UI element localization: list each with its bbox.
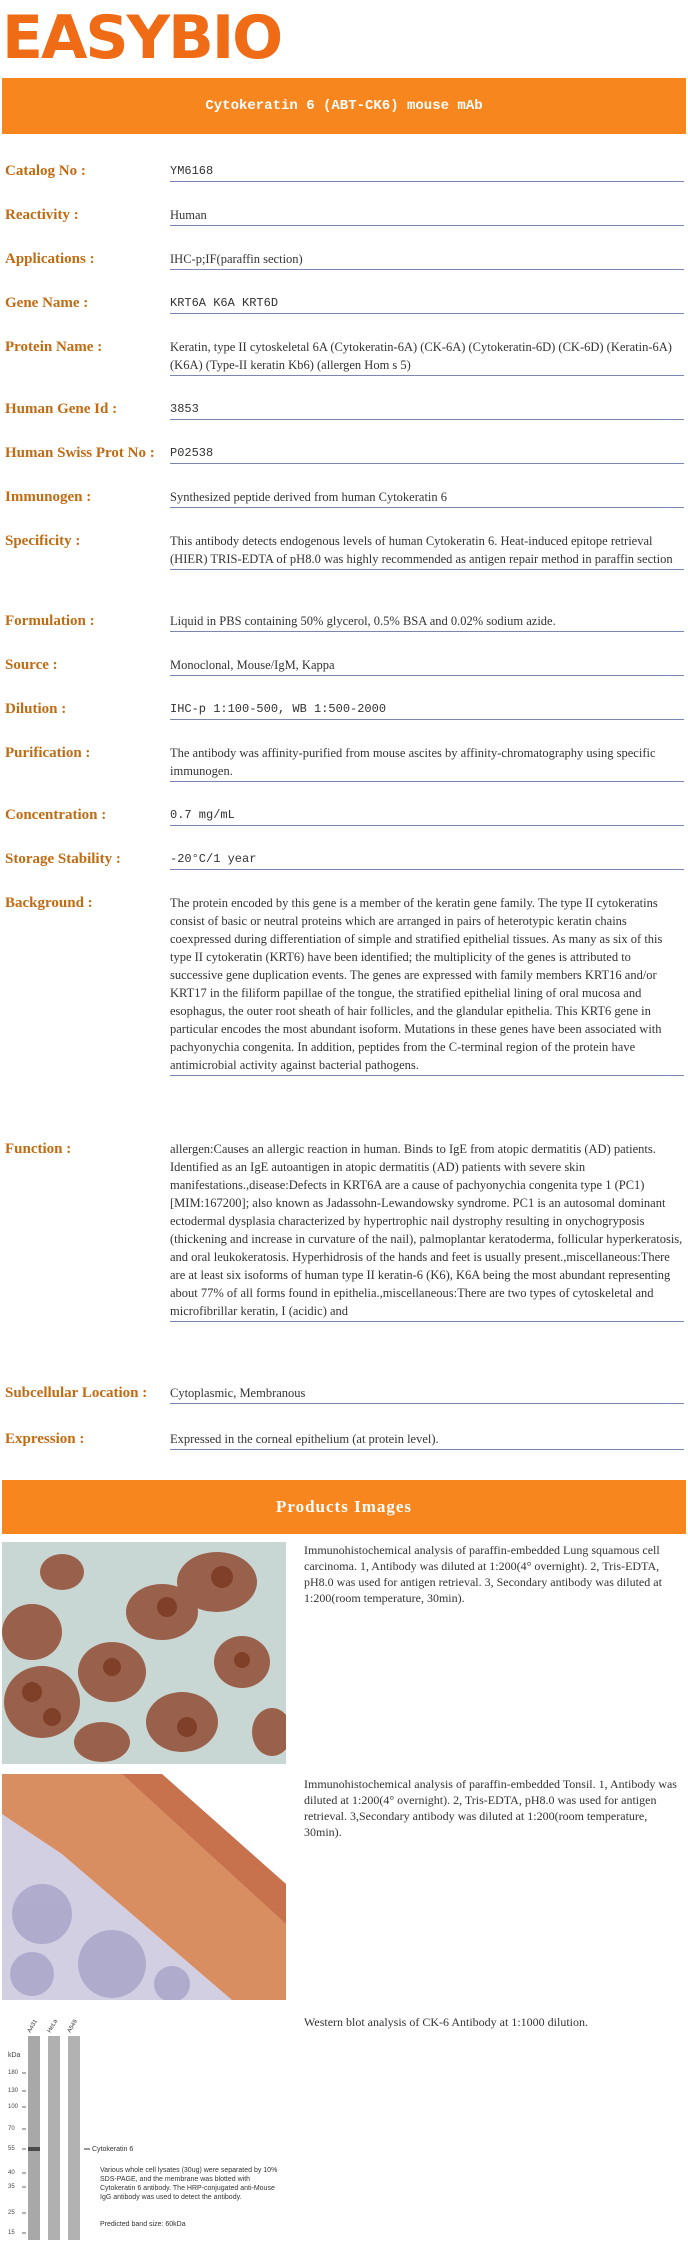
- brand-logo: [2, 3, 282, 73]
- specificity-value: This antibody detects endogenous levels of human Cytokeratin 6. Heat-induced epitope retrieval (HIER) TRIS-EDTA of pH8.0 was highly recommended as antigen repair method in paraffin section: [170, 532, 684, 570]
- wb-marker-35: 35: [8, 2184, 15, 2190]
- subcellular-value: Cytoplasmic, Membranous: [170, 1384, 684, 1404]
- wb-marker-180: 180: [8, 2070, 19, 2076]
- western-blot-image: [2, 2014, 286, 2242]
- formulation-value: Liquid in PBS containing 50% glycerol, 0.5% BSA and 0.02% sodium azide.: [170, 612, 684, 632]
- wb-marker-70: 70: [8, 2126, 15, 2132]
- wb-marker-40: 40: [8, 2170, 15, 2176]
- subcellular-label: Subcellular Location :: [5, 1385, 148, 1401]
- dilution-value: IHC-p 1:100-500, WB 1:500-2000: [170, 700, 684, 720]
- wb-marker-55: 55: [8, 2146, 15, 2152]
- swiss-prot-label: Human Swiss Prot No :: [5, 445, 155, 461]
- wb-note: Various whole cell lysates (30ug) were separated by 10% SDS-PAGE, and the membrane was blotted with Cytokeratin 6 antibody. The HRP-conjugated anti-Mouse IgG antibody was used to detect the antibody.: [100, 2167, 278, 2201]
- expression-label: Expression :: [5, 1431, 85, 1447]
- source-value: Monoclonal, Mouse/IgM, Kappa: [170, 656, 684, 676]
- logo-text: EASYBIO: [2, 3, 282, 73]
- protein-name-label: Protein Name :: [5, 339, 103, 355]
- products-images-title: Products Images: [275, 1497, 413, 1516]
- wb-marker-100: 100: [8, 2104, 19, 2110]
- specificity-label: Specificity :: [5, 533, 81, 549]
- products-images-bar: [2, 1480, 686, 1534]
- source-label: Source :: [5, 657, 58, 673]
- protein-name-value: Keratin, type II cytoskeletal 6A (Cytokeratin-6A) (CK-6A) (Cytokeratin-6D) (CK-6D) (Keratin-6A) (K6A) (Type-II keratin Kb6) (allergen Hom s 5): [170, 338, 684, 376]
- wb-lane-a549: A549: [66, 2018, 80, 2034]
- ihc-lung-image: [2, 1542, 286, 1764]
- product-title-bar: [2, 78, 686, 134]
- catalog-value: YM6168: [170, 162, 684, 182]
- ihc-tonsil-caption: Immunohistochemical analysis of paraffin-embedded Tonsil. 1, Antibody was diluted at 1:200(4° overnight). 2, Tris-EDTA, pH8.0 was used for antigen retrieval. 3,Secondary antibody was diluted at 1:200(room temperature, 30min).: [304, 1777, 677, 1839]
- wb-band-label: Cytokeratin 6: [92, 2146, 134, 2153]
- wb-marker-130: 130: [8, 2088, 19, 2094]
- reactivity-value: Human: [170, 206, 684, 226]
- ihc-tonsil-svg: [2, 1774, 286, 2000]
- reactivity-label: Reactivity :: [5, 207, 79, 223]
- wb-lane-hela: HeLa: [46, 2018, 60, 2034]
- gene-name-label: Gene Name :: [5, 295, 89, 311]
- applications-value: IHC-p;IF(paraffin section): [170, 250, 684, 270]
- function-label: Function :: [5, 1141, 72, 1157]
- human-gene-id-label: Human Gene Id :: [5, 401, 118, 417]
- western-blot-caption: Western blot analysis of CK-6 Antibody at 1:1000 dilution.: [304, 2015, 589, 2029]
- purification-value: The antibody was affinity-purified from mouse ascites by affinity-chromatography using specific immunogen.: [170, 744, 684, 782]
- applications-label: Applications :: [5, 251, 95, 267]
- wb-band-size: Predicted band size: 60kDa: [100, 2221, 186, 2228]
- wb-lane-a431: A431: [26, 2018, 40, 2034]
- immunogen-label: Immunogen :: [5, 489, 92, 505]
- ihc-lung-svg: [2, 1542, 286, 1764]
- formulation-label: Formulation :: [5, 613, 95, 629]
- concentration-label: Concentration :: [5, 807, 107, 823]
- dilution-label: Dilution :: [5, 701, 67, 717]
- ihc-tonsil-image: [2, 1774, 286, 2000]
- purification-label: Purification :: [5, 745, 91, 761]
- product-title: Cytokeratin 6 (ABT-CK6) mouse mAb: [205, 98, 483, 114]
- wb-kda-label: kDa: [8, 2052, 21, 2059]
- expression-value: Expressed in the corneal epithelium (at protein level).: [170, 1430, 684, 1450]
- wb-marker-15: 15: [8, 2230, 15, 2236]
- background-value: The protein encoded by this gene is a member of the keratin gene family. The type II cytokeratins consist of basic or neutral proteins which are arranged in pairs of heterotypic keratin chains coexpressed during differentiation of simple and stratified epithelial tissues. As many as six of this type II cytokeratin (KRT6) have been identified; the multiplicity of the genes is attributed to successive gene duplication events. The genes are expressed with family members KRT16 and/or KRT17 in the filiform papillae of the tongue, the stratified epithelial lining of oral mucosa and esophagus, the outer root sheath of hair follicles, and the glandular epithelia. This KRT6 gene in particular encodes the most abundant isoform. Mutations in these genes have been associated with pachyonychia congenita. In addition, peptides from the C-terminal region of the protein have antimicrobial activity against bacterial pathogens.: [170, 894, 684, 1076]
- wb-marker-25: 25: [8, 2210, 15, 2216]
- gene-name-value: KRT6A K6A KRT6D: [170, 294, 684, 314]
- function-value: allergen:Causes an allergic reaction in human. Binds to IgE from atopic dermatitis (AD) patients. Identified as an IgE autoantigen in atopic dermatitis (AD) patients with severe skin manifestations.,disease:Defects in KRT6A are a cause of pachyonychia congenita type 1 (PC1) [MIM:167200]; also known as Jadassohn-Lewandowsky syndrome. PC1 is an autosomal dominant ectodermal dysplasia characterized by hypertrophic nail dystrophy resulting in onychogryposis (thickening and increase in curvature of the nail), palmoplantar keratoderma, follicular hyperkeratosis, and oral leukokeratosis. Hyperhidrosis of the hands and feet is usually present.,miscellaneous:There are at least six isoforms of human type II keratin-6 (K6), K6A being the most abundant representing about 77% of all forms found in epithelia.,miscellaneous:There are two types of cytoskeletal and microfibrillar keratin, I (acidic) and: [170, 1140, 684, 1322]
- background-label: Background :: [5, 895, 93, 911]
- human-gene-id-value: 3853: [170, 400, 684, 420]
- immunogen-value: Synthesized peptide derived from human Cytokeratin 6: [170, 488, 684, 508]
- ihc-lung-caption: Immunohistochemical analysis of paraffin-embedded Lung squamous cell carcinoma. 1, Antibody was diluted at 1:200(4° overnight). 2, Tris-EDTA, pH8.0 was used for antigen retrieval. 3, Secondary antibody was diluted at 1:200(room temperature, 30min).: [304, 1543, 662, 1605]
- concentration-value: 0.7 mg/mL: [170, 806, 684, 826]
- wb-blot-svg: [2, 2014, 92, 2242]
- catalog-label: Catalog No :: [5, 163, 86, 179]
- storage-label: Storage Stability :: [5, 851, 121, 867]
- swiss-prot-value: P02538: [170, 444, 684, 464]
- storage-value: -20°C/1 year: [170, 850, 684, 870]
